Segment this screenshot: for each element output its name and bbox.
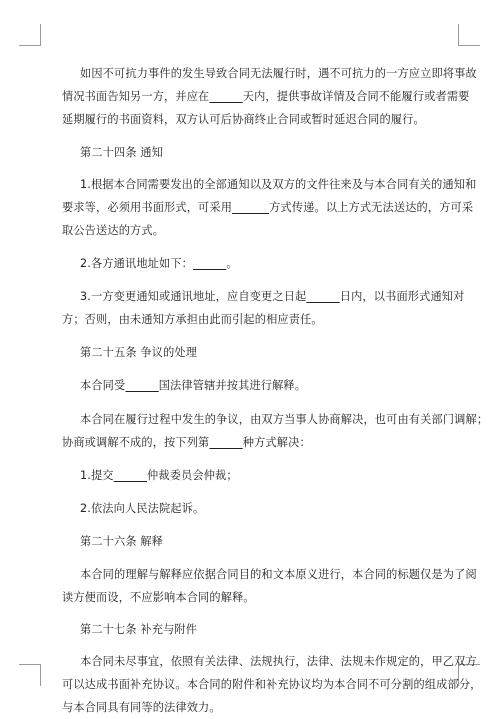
crop-mark-bottom-left-horizontal <box>19 664 41 665</box>
paragraph <box>62 618 448 641</box>
fill-in-blank[interactable] <box>209 436 242 449</box>
text-segment: 延期履行的书面资料，双方认可后协商终止合同或暂时延迟合同的履行。 <box>62 113 425 126</box>
text-line <box>62 85 470 108</box>
crop-mark-top-right-vertical <box>458 24 459 46</box>
text-segment: 。 <box>226 257 238 270</box>
paragraph <box>62 285 465 331</box>
text-segment: 日内，以书面形式通知对 <box>339 290 465 303</box>
text-line <box>62 618 448 641</box>
text-segment: 如因不可抗力事件的发生导致合同无法履行时，遇不可抗力的一方应立即将事故 <box>80 67 477 80</box>
fill-in-blank[interactable] <box>232 201 269 214</box>
text-line <box>62 219 448 242</box>
text-line <box>62 252 448 275</box>
text-segment: 本合同的理解与解释应依据合同目的和文本原义进行，本合同的标题仅是为了阅 <box>80 568 477 581</box>
text-line <box>62 464 448 487</box>
text-segment: 方；否则，由未通知方承担由此而引起的相应责任。 <box>62 313 323 326</box>
text-line <box>62 673 482 696</box>
text-line <box>62 431 448 454</box>
text-segment: 1.提交 <box>80 469 114 482</box>
text-segment: 国法律管辖并按其进行解释。 <box>158 379 307 392</box>
text-line <box>62 530 448 553</box>
text-segment: 可以达成书面补充协议。本合同的附件和补充协议均为本合同不可分割的组成部分， <box>62 678 482 691</box>
text-segment: 本合同在履行过程中发生的争议，由双方当事人协商解决，也可由有关部门调解； <box>80 413 489 426</box>
paragraph <box>62 408 489 454</box>
text-segment: 本合同未尽事宜，依照有关法律、法规执行，法律、法规未作规定的，甲乙双方 <box>80 655 477 668</box>
paragraph <box>62 341 448 364</box>
paragraph <box>62 374 448 397</box>
document-body <box>62 62 489 719</box>
paragraph <box>62 141 448 164</box>
fill-in-blank[interactable] <box>193 257 226 270</box>
paragraph <box>62 62 477 131</box>
text-segment: 1.根据本合同需要发出的全部通知以及双方的文件往来及与本合同有关的通知和 <box>80 178 477 191</box>
text-segment: 读方便而设，不应影响本合同的解释。 <box>62 591 255 604</box>
crop-mark-top-left-vertical <box>40 24 41 46</box>
text-segment: 要求等，必须用书面形式，可采用 <box>62 201 233 214</box>
text-segment: 本合同受 <box>80 379 126 392</box>
text-line <box>62 108 448 131</box>
text-segment: 第二十四条 通知 <box>80 146 164 159</box>
text-line <box>62 341 448 364</box>
text-line <box>62 497 448 520</box>
text-segment: 第二十五条 争议的处理 <box>80 346 198 359</box>
text-segment: 仲裁委员会仲裁； <box>147 469 238 482</box>
fill-in-blank[interactable] <box>114 469 147 482</box>
fill-in-blank[interactable] <box>306 290 339 303</box>
text-line <box>62 696 448 719</box>
text-segment: 第二十六条 解释 <box>80 535 164 548</box>
text-segment: 协商或调解不成的，按下列第 <box>62 436 210 449</box>
text-segment: 3.一方变更通知或通讯地址，应自变更之日起 <box>80 290 307 303</box>
fill-in-blank[interactable] <box>125 379 158 392</box>
text-segment: 情况书面告知另一方，并应在 <box>62 90 210 103</box>
paragraph <box>62 563 477 609</box>
text-line <box>62 650 477 673</box>
text-line <box>62 374 448 397</box>
text-segment: 种方式解决： <box>242 436 311 449</box>
text-line <box>62 173 477 196</box>
text-line <box>62 62 477 85</box>
text-segment: 2.依法向人民法院起诉。 <box>80 502 205 515</box>
paragraph <box>62 530 448 553</box>
paragraph <box>62 650 482 719</box>
text-segment: 2.各方通讯地址如下： <box>80 257 194 270</box>
paragraph <box>62 497 448 520</box>
text-segment: 方式传递。以上方式无法送达的，方可采 <box>269 201 474 214</box>
crop-mark-top-left-horizontal <box>19 45 41 46</box>
text-segment: 取公告送达的方式。 <box>62 224 165 237</box>
text-line <box>62 285 465 308</box>
text-segment: 第二十七条 补充与附件 <box>80 623 198 636</box>
text-line <box>62 586 448 609</box>
text-line <box>62 308 448 331</box>
paragraph <box>62 464 448 487</box>
text-segment: 与本合同具有同等的法律效力。 <box>62 701 221 714</box>
text-segment: 天内，提供事故详情及合同不能履行或者需要 <box>242 90 470 103</box>
fill-in-blank[interactable] <box>209 90 242 103</box>
text-line <box>62 141 448 164</box>
text-line <box>62 408 489 431</box>
crop-mark-bottom-left-vertical <box>40 664 41 686</box>
text-line <box>62 563 477 586</box>
paragraph <box>62 173 477 242</box>
text-line <box>62 196 474 219</box>
paragraph <box>62 252 448 275</box>
crop-mark-top-right-horizontal <box>458 45 480 46</box>
